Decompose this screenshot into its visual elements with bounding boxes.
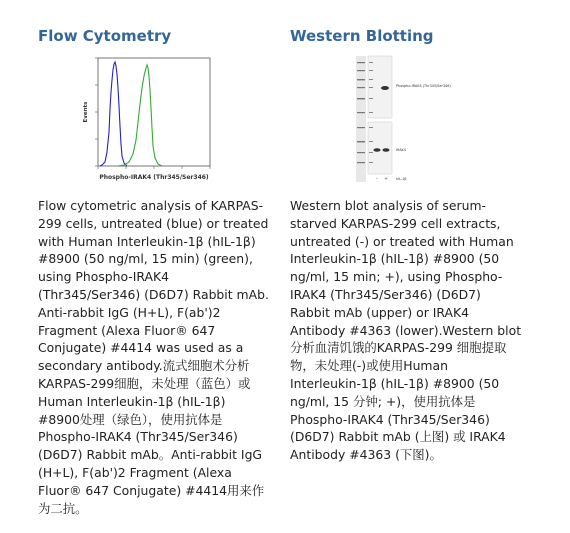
irak4-band-untreated	[374, 148, 381, 152]
flow-cytometry-caption: Flow cytometric analysis of KARPAS-299 cells, untreated (blue) or treated with Human Interleukin-1β (hIL-1β) #8900 (50 ng/ml, 15 min) (green), using Phospho-IRAK4 (Thr345/Ser346) (D6D7) Rabbit mAb. Anti-rabbit IgG (H+L), F(ab')2 Fragment (Alexa Fluor® 647 Conjugate) #4414 was used as a secondary antibody.流式细胞术分析 KARPAS-299细胞，未处理（蓝色）或 Human Interleukin-1β (hIL-1β) #8900处理（绿色），使用抗体是 Phospho-IRAK4 (Thr345/Ser346) (D6D7) Rabbit mAb。Anti-rabbit IgG (H+L), F(ab')2 Fragment (Alexa Fluor® 647 Conjugate) #4414用来作为二抗。	[38, 198, 269, 516]
lower-blot-panel	[368, 122, 392, 174]
upper-band-label: Phospho-IRAK4 (Thr345/Ser346)	[396, 84, 451, 88]
western-blotting-heading: Western Blotting	[290, 27, 434, 45]
irak4-band-treated	[383, 148, 390, 152]
flow-cytometry-figure	[74, 54, 224, 186]
western-blot-image	[340, 54, 460, 186]
flow-histogram	[74, 54, 224, 186]
phospho-irak4-band	[381, 86, 389, 90]
y-axis-label: Events	[83, 101, 89, 123]
flow-cytometry-heading: Flow Cytometry	[38, 27, 172, 45]
lane-sign-untreated: –	[376, 176, 378, 181]
treatment-label: hIL-1β	[396, 177, 407, 181]
lane-sign-treated: +	[384, 176, 388, 181]
western-blotting-caption: Western blot analysis of serum-starved KARPAS-299 cell extracts, untreated (-) or treated with Human Interleukin-1β (hIL-1β) #8900 (50 ng/ml, 15 min; +), using Phospho-IRAK4 (Thr345/Ser346) (D6D7) Rabbit mAb (upper) or IRAK4 Antibody #4363 (lower).Western blot分析血清饥饿的KARPAS-299 细胞提取物，未处理(-)或使用Human Interleukin-1β (hIL-1β) #8900 (50 ng/ml, 15 分钟; +)，使用抗体是 Phospho-IRAK4 (Thr345/Ser346) (D6D7) Rabbit mAb (上图) 或 IRAK4 Antibody #4363 (下图)。	[290, 198, 522, 463]
western-blot-figure	[340, 54, 460, 186]
x-axis-label: Phospho-IRAK4 (Thr345/Ser346)	[99, 174, 209, 181]
lower-band-label: IRAK4	[396, 148, 406, 152]
